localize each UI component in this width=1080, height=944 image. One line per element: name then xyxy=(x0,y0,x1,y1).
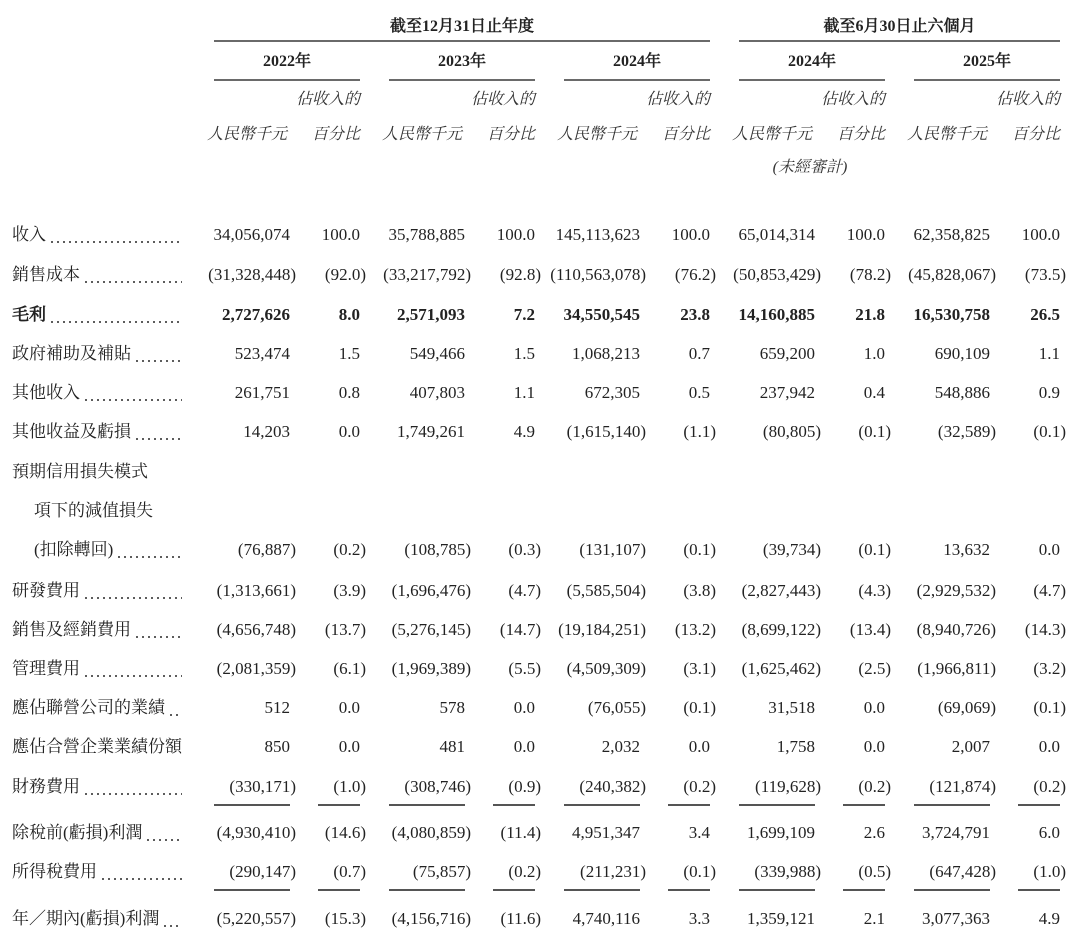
dot-leader xyxy=(162,908,182,930)
amount-cell: (5,276,145) xyxy=(391,620,471,639)
percent-cell: (76.2) xyxy=(674,265,716,284)
amount-cell: 1,699,109 xyxy=(747,823,815,842)
amount-cell: (5,220,557) xyxy=(216,909,296,928)
unaudited-note: (未經審計) xyxy=(772,159,848,176)
amount-cell: (33,217,792) xyxy=(383,265,471,284)
amount-unit-label: 人民幣千元 xyxy=(906,126,987,143)
amount-cell: (45,828,067) xyxy=(908,265,996,284)
amount-cell: 31,518 xyxy=(768,698,815,717)
amount-cell: 34,550,545 xyxy=(563,305,640,324)
row-label-text: 應佔合營企業業績份額 xyxy=(12,737,182,756)
percent-cell: 0.0 xyxy=(863,737,885,756)
amount-cell: 1,068,213 xyxy=(572,344,640,363)
row-label-text: 管理費用 xyxy=(12,659,80,678)
percent-cell: (92.0) xyxy=(324,265,366,284)
percent-cell: 23.8 xyxy=(680,305,710,324)
amount-cell: 578 xyxy=(439,698,465,717)
amount-cell: 4,951,347 xyxy=(572,823,640,842)
percent-cell: (4.7) xyxy=(508,581,541,600)
amount-cell: 1,749,261 xyxy=(397,422,465,441)
row-label-text: 應佔聯營公司的業績 xyxy=(12,698,165,717)
dot-leader xyxy=(83,776,182,798)
percent-cell: (5.5) xyxy=(508,659,541,678)
row-label-text: 預期信用損失模式 xyxy=(12,462,148,481)
amount-cell: (32,589) xyxy=(937,422,996,441)
percent-cell: 1.1 xyxy=(513,383,535,402)
percent-cell: 0.8 xyxy=(338,383,360,402)
pct-label-line1: 佔收入的 xyxy=(995,91,1060,108)
subtotal-rule xyxy=(1018,804,1060,806)
divider xyxy=(739,79,885,81)
percent-cell: 1.1 xyxy=(1038,344,1060,363)
percent-cell: (15.3) xyxy=(324,909,366,928)
row-label xyxy=(12,736,182,758)
amount-cell: (1,313,661) xyxy=(216,581,296,600)
amount-cell: (19,184,251) xyxy=(558,620,646,639)
row-label-text: 除稅前(虧損)利潤 xyxy=(12,823,143,842)
row-label xyxy=(34,539,182,561)
row-label xyxy=(12,658,182,680)
percent-cell: 0.0 xyxy=(863,698,885,717)
table-row xyxy=(0,861,1080,883)
amount-cell: (75,857) xyxy=(412,862,471,881)
percent-cell: 6.0 xyxy=(1038,823,1060,842)
percent-cell: (4.7) xyxy=(1033,581,1066,600)
row-label xyxy=(12,822,182,844)
amount-cell: 14,203 xyxy=(243,422,290,441)
row-label-text: 所得稅費用 xyxy=(12,862,97,881)
percent-cell: 2.6 xyxy=(863,823,885,842)
percent-cell: 3.4 xyxy=(688,823,710,842)
percent-cell: (11.6) xyxy=(500,909,541,928)
row-label-text: 銷售及經銷費用 xyxy=(12,620,131,639)
percent-cell: (0.1) xyxy=(858,540,891,559)
divider xyxy=(389,79,535,81)
amount-cell: 1,359,121 xyxy=(747,909,815,928)
year-header: 2023年 xyxy=(437,53,486,70)
amount-cell: (4,930,410) xyxy=(216,823,296,842)
divider xyxy=(914,79,1060,81)
percent-cell: (11.4) xyxy=(500,823,541,842)
amount-cell: (211,231) xyxy=(580,862,646,881)
amount-cell: (69,069) xyxy=(937,698,996,717)
amount-cell: 690,109 xyxy=(934,344,990,363)
pct-label-line1: 佔收入的 xyxy=(645,91,710,108)
row-label-text: 財務費用 xyxy=(12,777,80,796)
amount-cell: 62,358,825 xyxy=(913,225,990,244)
percent-cell: 0.0 xyxy=(513,698,535,717)
amount-cell: 35,788,885 xyxy=(388,225,465,244)
pct-label-line2: 百分比 xyxy=(486,126,535,143)
year-header: 2024年 xyxy=(787,53,836,70)
percent-cell: (0.1) xyxy=(1033,698,1066,717)
dot-leader xyxy=(168,697,182,719)
amount-cell: 2,032 xyxy=(601,737,640,756)
percent-cell: (2.5) xyxy=(858,659,891,678)
percent-cell: 100.0 xyxy=(671,225,710,244)
amount-cell: 672,305 xyxy=(584,383,640,402)
year-header: 2025年 xyxy=(962,53,1011,70)
table-row xyxy=(0,697,1080,719)
amount-cell: (8,940,726) xyxy=(916,620,996,639)
amount-cell: 4,740,116 xyxy=(572,909,640,928)
percent-cell: 4.9 xyxy=(1038,909,1060,928)
dot-leader xyxy=(83,658,182,680)
percent-cell: 0.0 xyxy=(1038,540,1060,559)
row-label xyxy=(12,421,182,443)
subtotal-rule xyxy=(493,889,535,891)
percent-cell: (3.2) xyxy=(1033,659,1066,678)
percent-cell: (1.1) xyxy=(683,422,716,441)
amount-cell: (76,055) xyxy=(587,698,646,717)
amount-cell: (76,887) xyxy=(237,540,296,559)
subtotal-rule xyxy=(389,889,465,891)
divider xyxy=(214,79,360,81)
row-label xyxy=(12,776,182,798)
amount-cell: (110,563,078) xyxy=(550,265,646,284)
percent-cell: (13.7) xyxy=(324,620,366,639)
percent-cell: 0.0 xyxy=(688,737,710,756)
dot-leader xyxy=(134,343,182,365)
percent-cell: (0.2) xyxy=(508,862,541,881)
row-label xyxy=(12,697,182,719)
subtotal-rule xyxy=(564,889,640,891)
percent-cell: 2.1 xyxy=(863,909,885,928)
divider xyxy=(739,40,1060,42)
table-row xyxy=(0,580,1080,602)
percent-cell: 100.0 xyxy=(846,225,885,244)
row-label-text: 收入 xyxy=(12,225,46,244)
dot-leader xyxy=(49,304,182,326)
amount-cell: 3,724,791 xyxy=(922,823,990,842)
year-header: 2022年 xyxy=(262,53,311,70)
row-label-text: 其他收入 xyxy=(12,383,80,402)
percent-cell: (0.9) xyxy=(508,777,541,796)
percent-cell: (1.0) xyxy=(1033,862,1066,881)
table-row xyxy=(0,304,1080,326)
percent-cell: (0.2) xyxy=(683,777,716,796)
amount-cell: 237,942 xyxy=(759,383,815,402)
row-label xyxy=(34,500,182,522)
percent-cell: (0.2) xyxy=(858,777,891,796)
percent-cell: 26.5 xyxy=(1030,305,1060,324)
amount-cell: (308,746) xyxy=(404,777,471,796)
subtotal-rule xyxy=(739,804,815,806)
group-header-interim: 截至6月30日止六個月 xyxy=(823,18,976,35)
percent-cell: 100.0 xyxy=(496,225,535,244)
amount-cell: (108,785) xyxy=(404,540,471,559)
percent-cell: 0.4 xyxy=(863,383,885,402)
amount-unit-label: 人民幣千元 xyxy=(731,126,812,143)
subtotal-rule xyxy=(214,804,290,806)
percent-cell: 1.5 xyxy=(338,344,360,363)
subtotal-rule xyxy=(914,804,990,806)
percent-cell: (14.6) xyxy=(324,823,366,842)
row-label-text: 研發費用 xyxy=(12,581,80,600)
percent-cell: (0.1) xyxy=(683,698,716,717)
amount-cell: 2,007 xyxy=(951,737,990,756)
table-row xyxy=(0,500,1080,522)
amount-cell: 261,751 xyxy=(234,383,290,402)
row-label xyxy=(12,461,182,483)
table-row xyxy=(0,224,1080,246)
dot-leader xyxy=(145,822,182,844)
divider xyxy=(564,79,710,81)
row-label xyxy=(12,343,182,365)
percent-cell: (3.8) xyxy=(683,581,716,600)
amount-cell: 549,466 xyxy=(409,344,465,363)
amount-cell: (2,929,532) xyxy=(916,581,996,600)
percent-cell: (3.1) xyxy=(683,659,716,678)
percent-cell: 0.0 xyxy=(338,422,360,441)
pct-label-line1: 佔收入的 xyxy=(820,91,885,108)
subtotal-rule xyxy=(843,804,885,806)
amount-cell: (80,805) xyxy=(762,422,821,441)
amount-cell: 13,632 xyxy=(943,540,990,559)
table-row xyxy=(0,736,1080,758)
percent-cell: (14.7) xyxy=(499,620,541,639)
amount-cell: (121,874) xyxy=(929,777,996,796)
amount-cell: (4,656,748) xyxy=(216,620,296,639)
percent-cell: (14.3) xyxy=(1024,620,1066,639)
percent-cell: (73.5) xyxy=(1024,265,1066,284)
row-label xyxy=(12,304,182,326)
subtotal-rule xyxy=(564,804,640,806)
dot-leader xyxy=(116,539,182,561)
subtotal-rule xyxy=(318,804,360,806)
pct-label-line2: 百分比 xyxy=(836,126,885,143)
table-row xyxy=(0,822,1080,844)
percent-cell: (78.2) xyxy=(849,265,891,284)
percent-cell: (4.3) xyxy=(858,581,891,600)
amount-cell: (330,171) xyxy=(229,777,296,796)
amount-cell: 65,014,314 xyxy=(738,225,815,244)
year-header: 2024年 xyxy=(612,53,661,70)
amount-unit-label: 人民幣千元 xyxy=(206,126,287,143)
percent-cell: (6.1) xyxy=(333,659,366,678)
group-header-annual: 截至12月31日止年度 xyxy=(389,18,534,35)
percent-cell: (0.2) xyxy=(1033,777,1066,796)
percent-cell: 0.9 xyxy=(1038,383,1060,402)
dot-leader xyxy=(134,421,182,443)
table-row xyxy=(0,382,1080,404)
percent-cell: 0.0 xyxy=(338,698,360,717)
subtotal-rule xyxy=(668,804,710,806)
amount-cell: (8,699,122) xyxy=(741,620,821,639)
subtotal-rule xyxy=(214,889,290,891)
row-label-text: 銷售成本 xyxy=(12,265,80,284)
row-label xyxy=(12,224,182,246)
percent-cell: 8.0 xyxy=(338,305,360,324)
percent-cell: (1.0) xyxy=(333,777,366,796)
table-row xyxy=(0,421,1080,443)
dot-leader xyxy=(134,619,182,641)
percent-cell: (0.1) xyxy=(858,422,891,441)
subtotal-rule xyxy=(739,889,815,891)
dot-leader xyxy=(49,224,182,246)
amount-cell: (4,080,859) xyxy=(391,823,471,842)
table-row xyxy=(0,619,1080,641)
percent-cell: 7.2 xyxy=(513,305,535,324)
percent-cell: (0.1) xyxy=(683,540,716,559)
percent-cell: (0.7) xyxy=(333,862,366,881)
subtotal-rule xyxy=(914,889,990,891)
amount-cell: 512 xyxy=(264,698,290,717)
percent-cell: (0.2) xyxy=(333,540,366,559)
row-label xyxy=(12,619,182,641)
amount-cell: (50,853,429) xyxy=(733,265,821,284)
percent-cell: 100.0 xyxy=(1021,225,1060,244)
table-row xyxy=(0,343,1080,365)
percent-cell: (13.4) xyxy=(849,620,891,639)
percent-cell: (3.9) xyxy=(333,581,366,600)
table-row xyxy=(0,658,1080,680)
percent-cell: 21.8 xyxy=(855,305,885,324)
amount-cell: 2,571,093 xyxy=(397,305,465,324)
amount-cell: (119,628) xyxy=(755,777,821,796)
amount-cell: (2,081,359) xyxy=(216,659,296,678)
row-label xyxy=(12,580,182,602)
amount-cell: (339,988) xyxy=(754,862,821,881)
pct-label-line2: 百分比 xyxy=(661,126,710,143)
percent-cell: (13.2) xyxy=(674,620,716,639)
row-label xyxy=(12,264,182,286)
amount-cell: (131,107) xyxy=(579,540,646,559)
table-row xyxy=(0,264,1080,286)
amount-cell: (4,509,309) xyxy=(566,659,646,678)
amount-cell: 145,113,623 xyxy=(555,225,640,244)
subtotal-rule xyxy=(318,889,360,891)
amount-cell: (1,625,462) xyxy=(741,659,821,678)
dot-leader xyxy=(100,861,182,883)
divider xyxy=(214,40,710,42)
percent-cell: (0.3) xyxy=(508,540,541,559)
row-label-text: (扣除轉回) xyxy=(34,540,114,559)
row-label-text: 項下的減值損失 xyxy=(34,501,153,520)
amount-cell: (4,156,716) xyxy=(391,909,471,928)
percent-cell: 100.0 xyxy=(321,225,360,244)
subtotal-rule xyxy=(389,804,465,806)
row-label-text: 毛利 xyxy=(12,305,46,324)
percent-cell: (0.1) xyxy=(683,862,716,881)
amount-cell: (31,328,448) xyxy=(208,265,296,284)
table-row xyxy=(0,539,1080,561)
amount-cell: 14,160,885 xyxy=(738,305,815,324)
percent-cell: (0.1) xyxy=(1033,422,1066,441)
amount-cell: (647,428) xyxy=(929,862,996,881)
percent-cell: (0.5) xyxy=(858,862,891,881)
percent-cell: 0.5 xyxy=(688,383,710,402)
amount-cell: (1,966,811) xyxy=(917,659,996,678)
dot-leader xyxy=(83,382,182,404)
pct-label-line2: 百分比 xyxy=(311,126,360,143)
amount-cell: 850 xyxy=(264,737,290,756)
amount-cell: 523,474 xyxy=(234,344,290,363)
subtotal-rule xyxy=(668,889,710,891)
amount-cell: (240,382) xyxy=(579,777,646,796)
table-row xyxy=(0,776,1080,798)
pct-label-line1: 佔收入的 xyxy=(295,91,360,108)
percent-cell: 0.0 xyxy=(1038,737,1060,756)
row-label-text: 年／期內(虧損)利潤 xyxy=(12,909,160,928)
pct-label-line2: 百分比 xyxy=(1011,126,1060,143)
percent-cell: (92.8) xyxy=(499,265,541,284)
amount-cell: 3,077,363 xyxy=(922,909,990,928)
row-label-text: 政府補助及補貼 xyxy=(12,344,131,363)
amount-cell: (290,147) xyxy=(229,862,296,881)
amount-cell: 1,758 xyxy=(776,737,815,756)
percent-cell: 0.0 xyxy=(513,737,535,756)
dot-leader xyxy=(83,580,182,602)
percent-cell: 1.0 xyxy=(863,344,885,363)
row-label-text: 其他收益及虧損 xyxy=(12,422,131,441)
amount-cell: 548,886 xyxy=(934,383,990,402)
subtotal-rule xyxy=(1018,889,1060,891)
pct-label-line1: 佔收入的 xyxy=(470,91,535,108)
percent-cell: 1.5 xyxy=(513,344,535,363)
percent-cell: 4.9 xyxy=(513,422,535,441)
amount-unit-label: 人民幣千元 xyxy=(381,126,462,143)
subtotal-rule xyxy=(493,804,535,806)
amount-cell: 659,200 xyxy=(759,344,815,363)
amount-cell: 2,727,626 xyxy=(222,305,290,324)
amount-cell: (2,827,443) xyxy=(741,581,821,600)
percent-cell: 0.0 xyxy=(338,737,360,756)
amount-unit-label: 人民幣千元 xyxy=(556,126,637,143)
table-row xyxy=(0,908,1080,930)
amount-cell: 34,056,074 xyxy=(213,225,290,244)
amount-cell: (1,615,140) xyxy=(566,422,646,441)
amount-cell: 16,530,758 xyxy=(913,305,990,324)
amount-cell: (1,969,389) xyxy=(391,659,471,678)
percent-cell: 0.7 xyxy=(688,344,710,363)
row-label xyxy=(12,382,182,404)
row-label xyxy=(12,861,182,883)
dot-leader xyxy=(83,264,182,286)
amount-cell: (5,585,504) xyxy=(566,581,646,600)
amount-cell: 481 xyxy=(439,737,465,756)
subtotal-rule xyxy=(843,889,885,891)
amount-cell: 407,803 xyxy=(409,383,465,402)
amount-cell: (1,696,476) xyxy=(391,581,471,600)
percent-cell: 3.3 xyxy=(688,909,710,928)
amount-cell: (39,734) xyxy=(762,540,821,559)
row-label xyxy=(12,908,182,930)
table-row xyxy=(0,461,1080,483)
